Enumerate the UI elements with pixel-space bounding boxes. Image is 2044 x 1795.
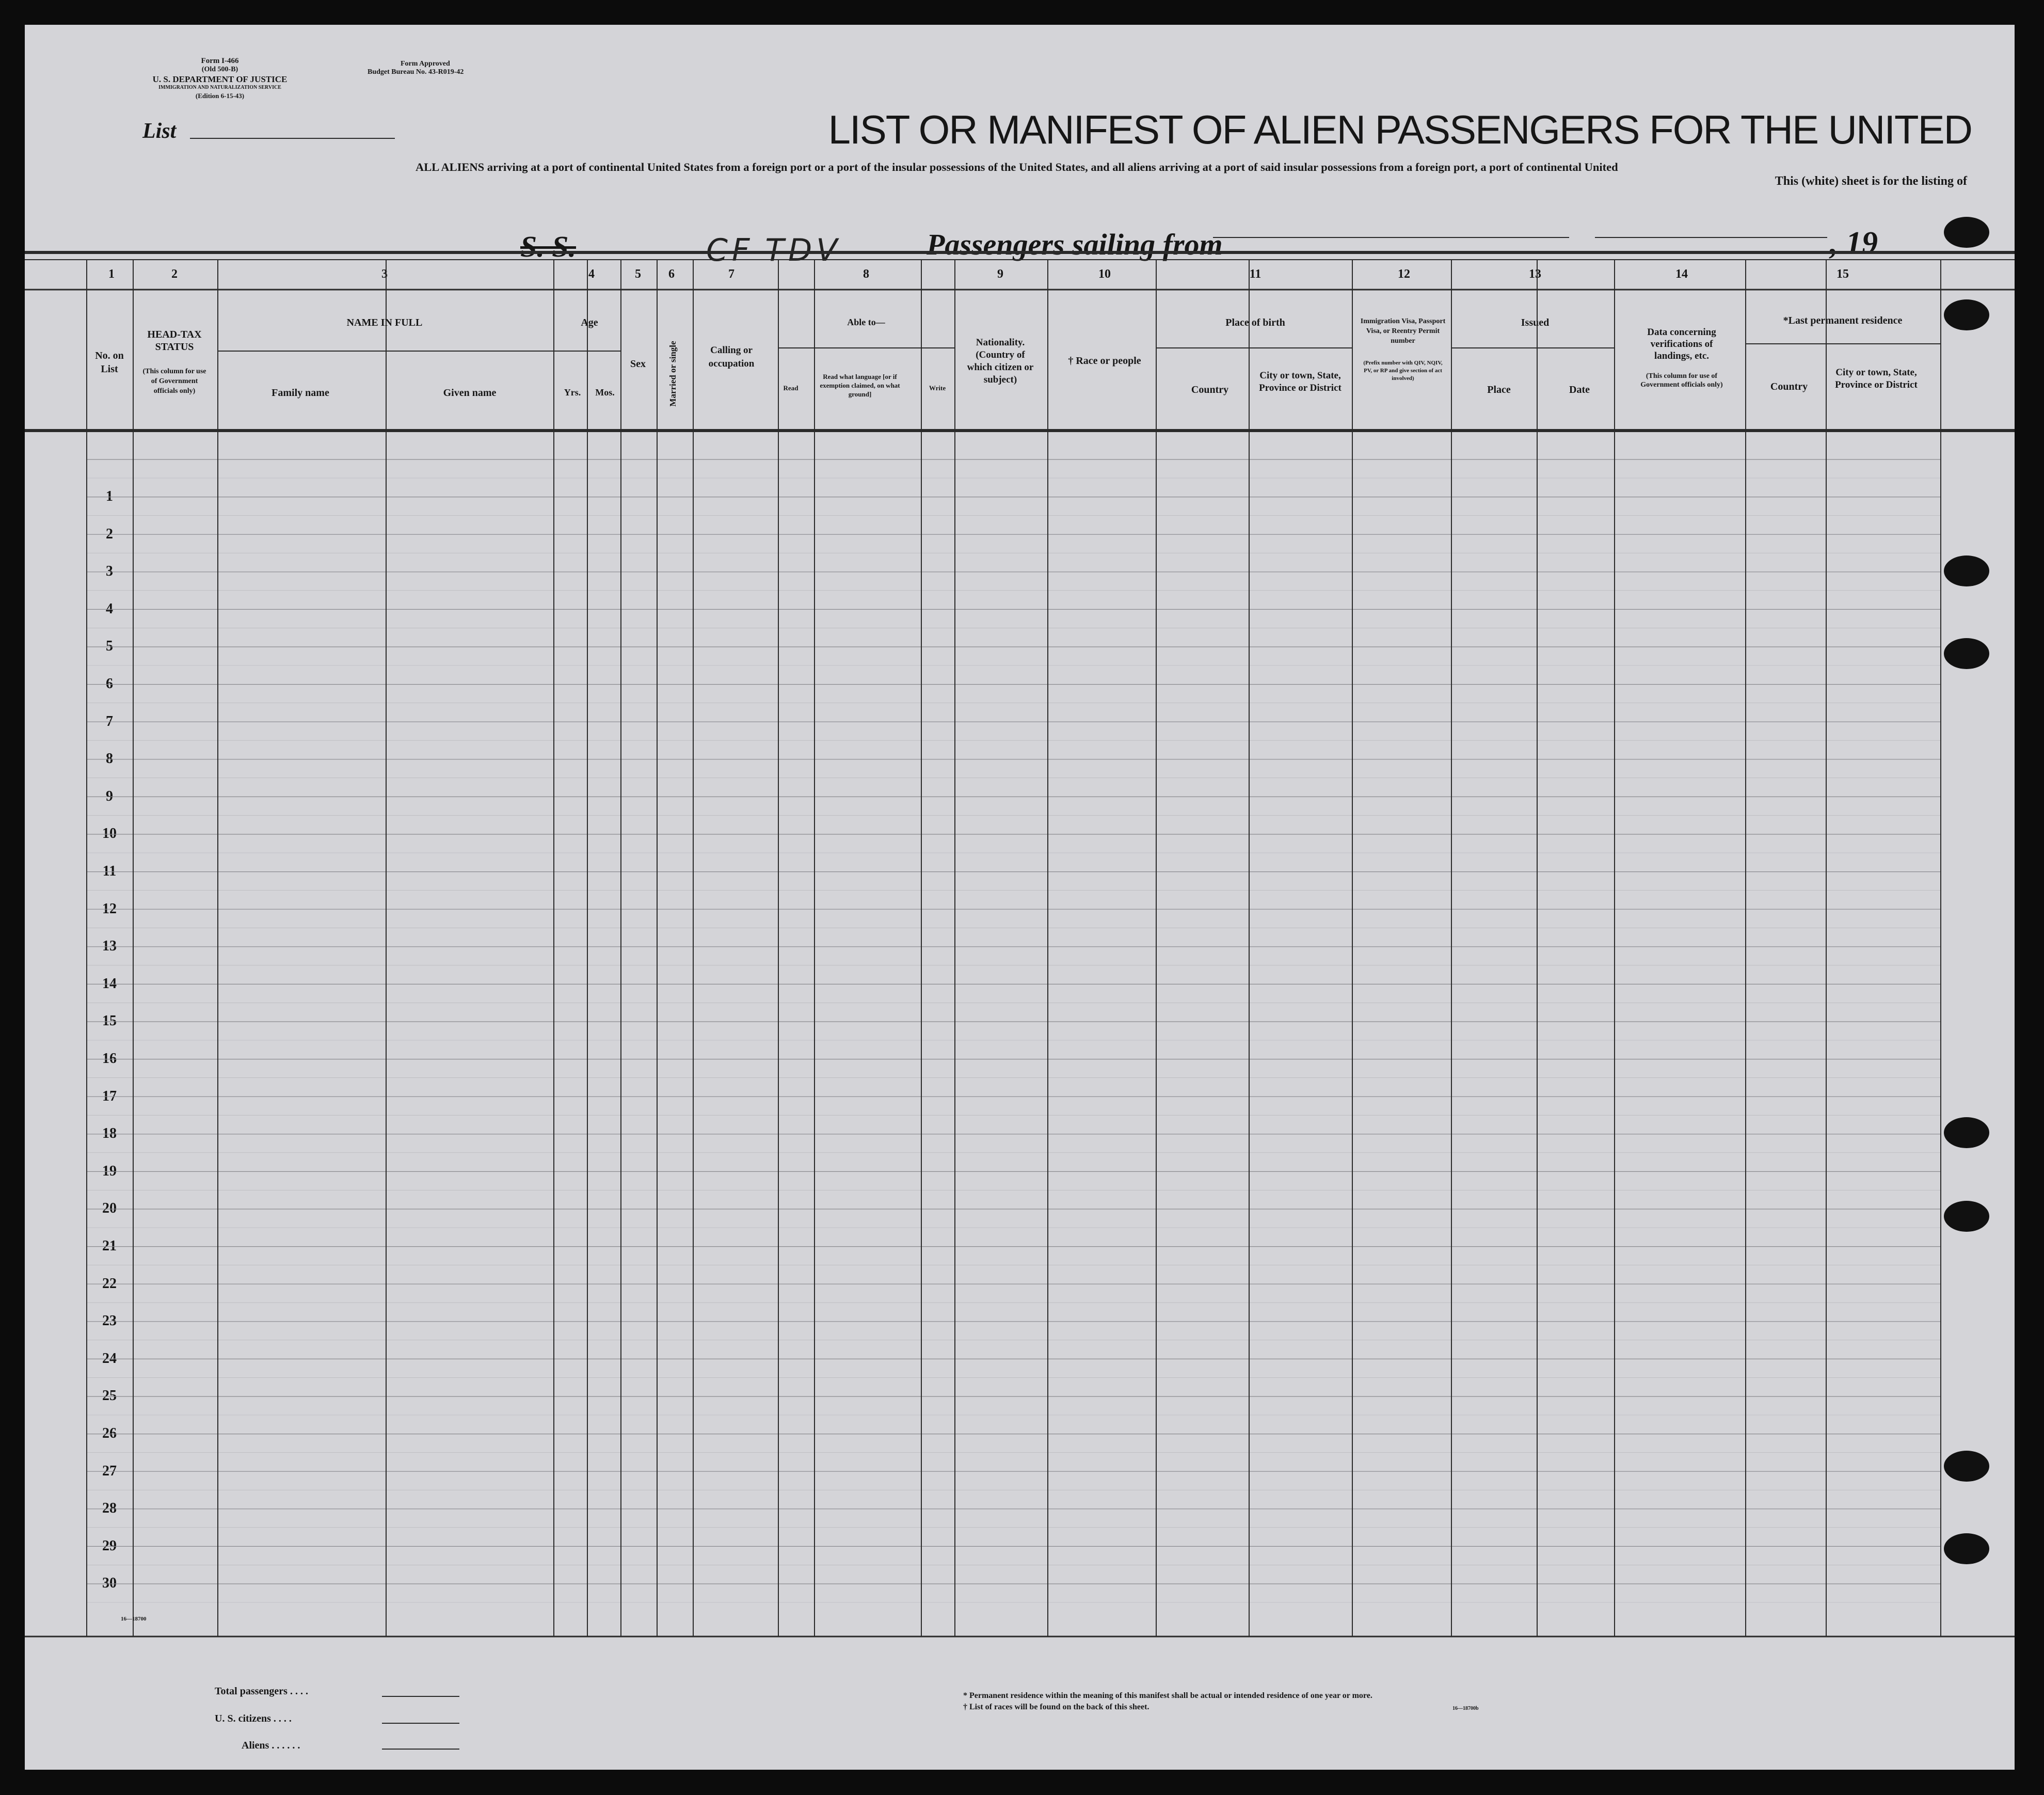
header-data-note: (This column for use of Government officials only) (1640, 372, 1723, 389)
header-data-concerning: Data concerning verifications of landings, etc. (1647, 327, 1716, 361)
header-residence-country: Country (1770, 381, 1808, 392)
us-citizens-label: U. S. citizens . . . . (215, 1713, 292, 1724)
header-last-residence: *Last permanent residence (1783, 315, 1903, 326)
header-able-to: Able to— (847, 317, 885, 327)
row-number: 14 (102, 975, 117, 992)
row-number: 17 (102, 1088, 117, 1104)
column-number-14: 14 (1675, 267, 1688, 281)
footnote-code: 16—18700b (1452, 1706, 1479, 1711)
row-number: 24 (102, 1350, 117, 1367)
header-write: Write (929, 384, 946, 392)
header-yrs: Yrs. (564, 387, 581, 398)
row-number: 1 (106, 488, 113, 504)
header-head-tax-note: (This column for use of Government officials only) (142, 368, 206, 395)
column-number-7: 7 (728, 267, 734, 281)
column-number-8: 8 (863, 267, 869, 281)
binder-hole (1944, 299, 1989, 330)
row-number: 12 (102, 900, 117, 917)
row-number: 2 (106, 526, 113, 542)
header-mos: Mos. (595, 387, 615, 398)
sailing-label: Passengers sailing from (927, 228, 1223, 261)
row-number: 27 (102, 1463, 117, 1479)
header-calling: Calling or occupation (708, 345, 755, 369)
row-number: 23 (102, 1313, 117, 1329)
print-code: 16—18700 (121, 1616, 147, 1622)
column-number-2: 2 (171, 267, 178, 281)
header-race: † Race or people (1068, 355, 1141, 367)
row-number: 20 (102, 1200, 117, 1217)
binder-hole (1944, 1117, 1989, 1148)
column-number-11: 11 (1249, 267, 1261, 281)
header-name-in-full: NAME IN FULL (346, 317, 423, 328)
binder-hole (1944, 1201, 1989, 1232)
vessel-prefix: S. S. (520, 230, 577, 263)
row-number: 9 (106, 788, 113, 804)
row-number: 28 (102, 1500, 117, 1517)
header-given-name: Given name (443, 387, 497, 399)
header-read-language: Read what language [or if exemption claimed, on what ground] (820, 373, 900, 398)
row-number: 26 (102, 1425, 117, 1441)
row-number: 29 (102, 1537, 117, 1554)
row-number: 3 (106, 563, 113, 580)
binder-hole (1944, 555, 1989, 586)
edition-date: (Edition 6-15-43) (195, 92, 245, 100)
column-number-4: 4 (588, 267, 595, 281)
header-issued: Issued (1521, 317, 1550, 328)
column-number-5: 5 (635, 267, 641, 281)
column-number-3: 3 (381, 267, 388, 281)
row-number: 6 (106, 676, 113, 692)
row-number: 16 (102, 1051, 117, 1067)
header-married-or-single: Married or single (668, 341, 678, 407)
department-name: U. S. DEPARTMENT OF JUSTICE (152, 74, 288, 84)
row-number: 8 (106, 751, 113, 767)
row-number: 7 (106, 713, 113, 729)
column-number-1: 1 (108, 267, 115, 281)
header-age: Age (581, 317, 598, 328)
manifest-subtitle-line1: ALL ALIENS arriving at a port of continental United States from a foreign port or a port of the insular possessions of the United States, and all aliens arriving at a port of said insular possessions from a foreign port, a port of continental United (416, 161, 1618, 173)
header-visa: Immigration Visa, Passport Visa, or Reentry Permit number (1360, 317, 1446, 345)
old-form-number: (Old 500-B) (201, 66, 238, 73)
budget-bureau-number: Budget Bureau No. 43-R019-42 (368, 68, 464, 76)
header-family-name: Family name (272, 387, 329, 399)
form-number: Form I-466 (201, 57, 239, 65)
row-number: 10 (102, 825, 117, 842)
aliens-label: Aliens . . . . . . (242, 1740, 300, 1751)
column-number-6: 6 (668, 267, 675, 281)
vessel-name-handwritten: CF-TDV (706, 232, 842, 268)
row-number: 11 (102, 863, 117, 879)
column-number-10: 10 (1098, 267, 1111, 281)
total-passengers-label: Total passengers . . . . (215, 1686, 308, 1697)
header-birth-city: City or town, State, Province or District (1259, 370, 1342, 393)
header-issued-date: Date (1569, 384, 1590, 395)
row-number: 13 (102, 938, 117, 955)
row-number: 4 (106, 600, 113, 617)
service-name: IMMIGRATION AND NATURALIZATION SERVICE (158, 85, 281, 90)
row-number: 19 (102, 1163, 117, 1179)
column-number-15: 15 (1837, 267, 1849, 281)
header-birth-country: Country (1191, 384, 1229, 395)
row-number: 18 (102, 1125, 117, 1142)
binder-hole (1944, 217, 1989, 248)
binder-hole (1944, 1533, 1989, 1564)
list-label: List (142, 119, 177, 143)
binder-hole (1944, 1451, 1989, 1482)
row-number: 21 (102, 1238, 117, 1254)
header-read: Read (783, 384, 799, 392)
form-approval: Form Approved (401, 60, 450, 68)
row-number: 30 (102, 1575, 117, 1592)
footnote-races: † List of races will be found on the back of this sheet. (963, 1703, 1149, 1711)
header-head-tax: HEAD-TAX STATUS (147, 329, 202, 353)
footnote-permanent-residence: * Permanent residence within the meaning of this manifest shall be actual or intended residence of one year or more. (963, 1691, 1372, 1700)
header-visa-note: (Prefix number with QIV, NQIV, PV, or RP and give section of act involved) (1363, 360, 1443, 382)
header-nationality: Nationality. (Country of which citizen or subject) (967, 337, 1034, 385)
column-number-13: 13 (1529, 267, 1541, 281)
manifest-subtitle-line2: This (white) sheet is for the listing of (1775, 174, 1967, 188)
row-number: 25 (102, 1388, 117, 1404)
column-number-12: 12 (1398, 267, 1410, 281)
header-issued-place: Place (1487, 384, 1511, 395)
header-residence-city: City or town, State, Province or District (1835, 367, 1918, 390)
header-sex: Sex (630, 358, 646, 370)
manifest-title: LIST OR MANIFEST OF ALIEN PASSENGERS FOR THE UNITED (828, 107, 1972, 152)
header-no-on-list: No. on List (95, 350, 124, 375)
row-number: 15 (102, 1013, 117, 1029)
year-prefix: , 19 (1830, 226, 1878, 261)
row-number: 22 (102, 1275, 117, 1292)
binder-hole (1944, 638, 1989, 669)
column-number-9: 9 (997, 267, 1003, 281)
header-place-of-birth: Place of birth (1225, 317, 1285, 328)
row-number: 5 (106, 638, 113, 655)
